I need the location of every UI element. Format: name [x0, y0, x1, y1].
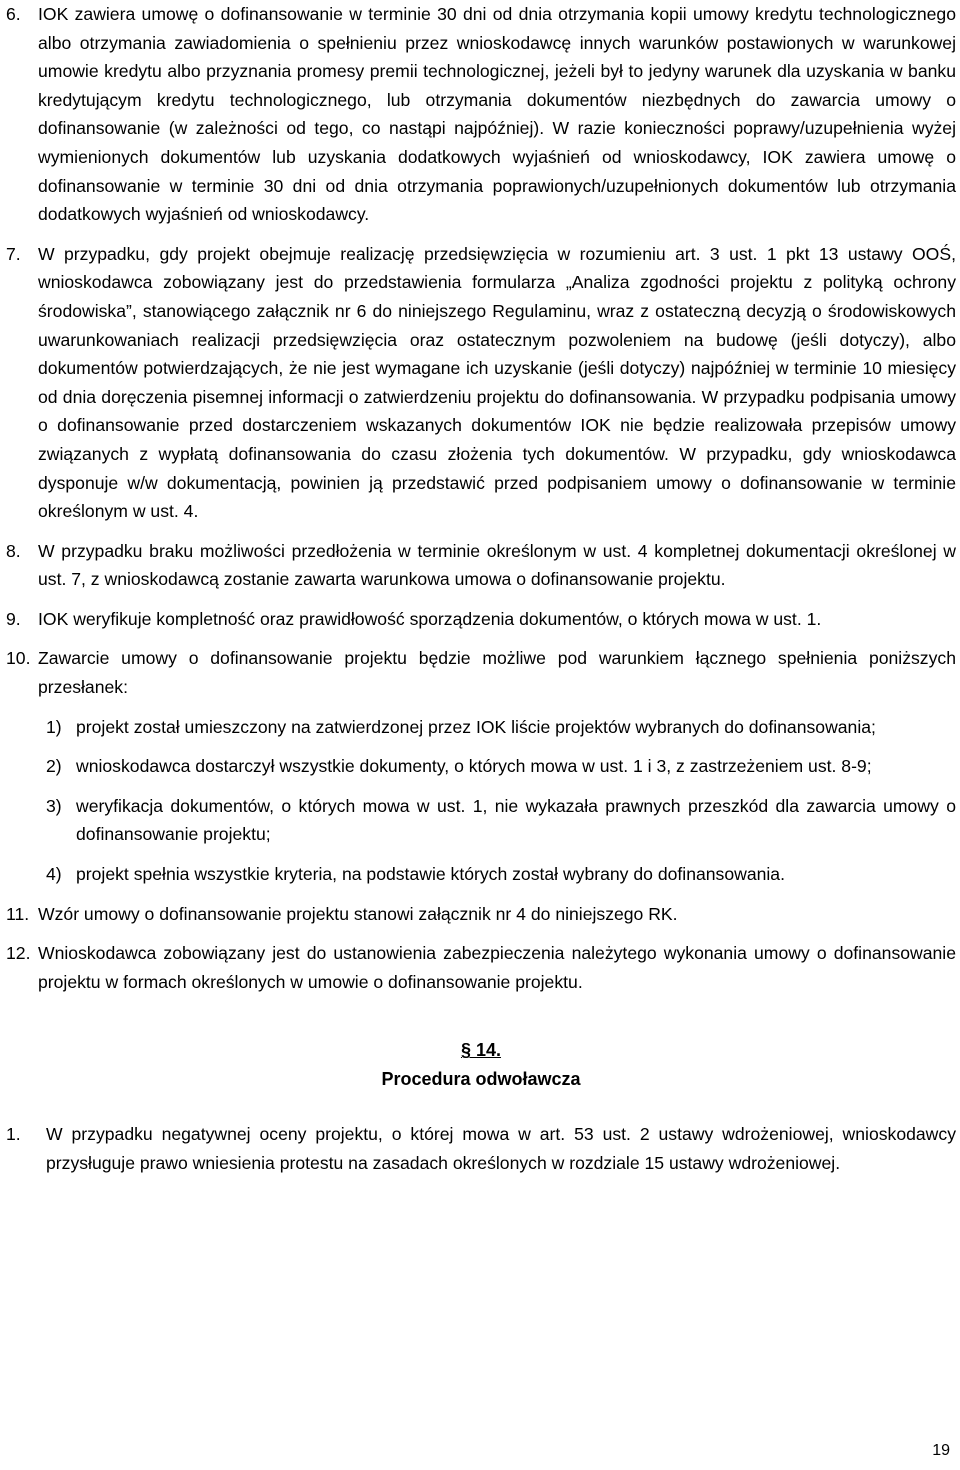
subitem-text: weryfikacja dokumentów, o których mowa w ust. 1, nie wykazała prawnych przeszkód dla zawarcia umowy o dofinansowanie projektu; [76, 795, 956, 845]
paragraph-6 [6, 0, 956, 229]
paragraph-number: 11. [6, 903, 30, 924]
subitem-1 [6, 713, 956, 742]
paragraph-11 [6, 900, 956, 929]
paragraph-text: W przypadku, gdy projekt obejmuje realizację przedsięwzięcia w rozumieniu art. 3 ust. 1 pkt 13 ustawy OOŚ, wnioskodawca zobowiązany jest do przedstawienia formularza „Analiza zgodności projektu z polityką ochrony środowiska”, stanowiącego załącznik nr 6 do niniejszego Regulaminu, wraz z ostateczną decyzją o środowiskowych uwarunkowaniach realizacji przedsięwzięcia oraz ostatecznym pozwoleniem na budowę (jeśli dotyczy), albo dokumentów potwierdzających, że nie jest wymagane ich uzyskanie (jeśli dotyczy) najpóźniej w terminie 10 miesięcy od dnia doręczenia pisemnej informacji o zatwierdzeniu projektu do dofinansowania. W przypadku podpisania umowy o dofinansowanie przed dostarczeniem wskazanych dokumentów IOK nie będzie realizowała przepisów umowy związanych z wypłatą dofinansowania do czasu złożenia tych dokumentów. W przypadku, gdy wnioskodawca dysponuje w/w dokumentacją, powinien ją przedstawić przed podpisaniem umowy o dofinansowanie w terminie określonym w ust. 4. [38, 243, 956, 522]
paragraph-number: 1. [6, 1124, 21, 1145]
subitem-number: 1) [46, 716, 62, 737]
subitem-number: 3) [46, 795, 62, 816]
subitem-text: projekt spełnia wszystkie kryteria, na podstawie których został wybrany do dofinansowania. [76, 864, 785, 885]
paragraph-number: 8. [6, 540, 21, 561]
subitem-2 [6, 752, 956, 781]
paragraph-number: 10. [6, 648, 31, 669]
paragraph-number: 7. [6, 243, 21, 264]
paragraph-text: IOK zawiera umowę o dofinansowanie w terminie 30 dni od dnia otrzymania kopii umowy kredytu technologicznego albo otrzymania zawiadomienia o spełnieniu przez wnioskodawcę innych warunków postawionych w warunkowej umowie kredytu albo przyznania promesy premii technologicznej, jeżeli był to jedyny warunek dla uzyskania w banku kredytującym kredytu technologicznego, lub otrzymania dokumentów niezbędnych do zawarcia umowy o dofinansowanie (w zależności od tego, co nastąpi najpóźniej). W razie konieczności poprawy/uzupełnienia wyżej wymienionych dokumentów lub uzyskania dodatkowych wyjaśnień od wnioskodawcy, IOK zawiera umowę o dofinansowanie w terminie 30 dni od dnia otrzymania poprawionych/uzupełnionych dokumentów lub otrzymania dodatkowych wyjaśnień od wnioskodawcy. [38, 4, 956, 225]
paragraph-text: W przypadku braku możliwości przedłożenia w terminie określonym w ust. 4 kompletnej dokumentacji określonej w ust. 7, z wnioskodawcą zostanie zawarta warunkowa umowa o dofinansowanie projektu. [38, 540, 956, 590]
page-number: 19 [932, 1442, 950, 1459]
paragraph-number: 12. [6, 943, 31, 964]
paragraph-text: W przypadku negatywnej oceny projektu, o której mowa w art. 53 ust. 2 ustawy wdrożeniowej, wnioskodawcy przysługuje prawo wniesienia protestu na zasadach określonych w rozdziale 15 ustawy wdrożeniowej. [46, 1124, 956, 1173]
section-title: Procedura odwoławcza [381, 1069, 581, 1090]
paragraph-12 [6, 939, 956, 996]
paragraph-10 [6, 644, 956, 701]
subitem-number: 2) [46, 756, 62, 777]
paragraph-8 [6, 537, 956, 594]
paragraph-text: Wzór umowy o dofinansowanie projektu stanowi załącznik nr 4 do niniejszego RK. [38, 903, 678, 924]
paragraph-text: IOK weryfikuje kompletność oraz prawidłowość sporządzenia dokumentów, o których mowa w ust. 1. [38, 608, 822, 629]
paragraph-text: Wnioskodawca zobowiązany jest do ustanowienia zabezpieczenia należytego wykonania umowy o dofinansowanie projektu w formach określonych w umowie o dofinansowanie projektu. [38, 943, 956, 992]
subitem-text: projekt został umieszczony na zatwierdzonej przez IOK liście projektów wybranych do dofinansowania; [76, 716, 876, 737]
section-heading [6, 1036, 956, 1094]
subitem-text: wnioskodawca dostarczył wszystkie dokumenty, o których mowa w ust. 1 i 3, z zastrzeżeniem ust. 8-9; [76, 756, 872, 777]
paragraph-7 [6, 240, 956, 526]
paragraph-9 [6, 605, 956, 634]
subitem-3 [6, 792, 956, 849]
subitem-4 [6, 860, 956, 889]
paragraph-text: Zawarcie umowy o dofinansowanie projektu będzie możliwe pod warunkiem łącznego spełnienia poniższych przesłanek: [38, 648, 956, 698]
paragraph-number: 9. [6, 608, 21, 629]
section-paragraph-1 [6, 1120, 956, 1177]
subitem-number: 4) [46, 864, 62, 885]
paragraph-number: 6. [6, 4, 21, 24]
section-number: § 14. [460, 1040, 502, 1061]
